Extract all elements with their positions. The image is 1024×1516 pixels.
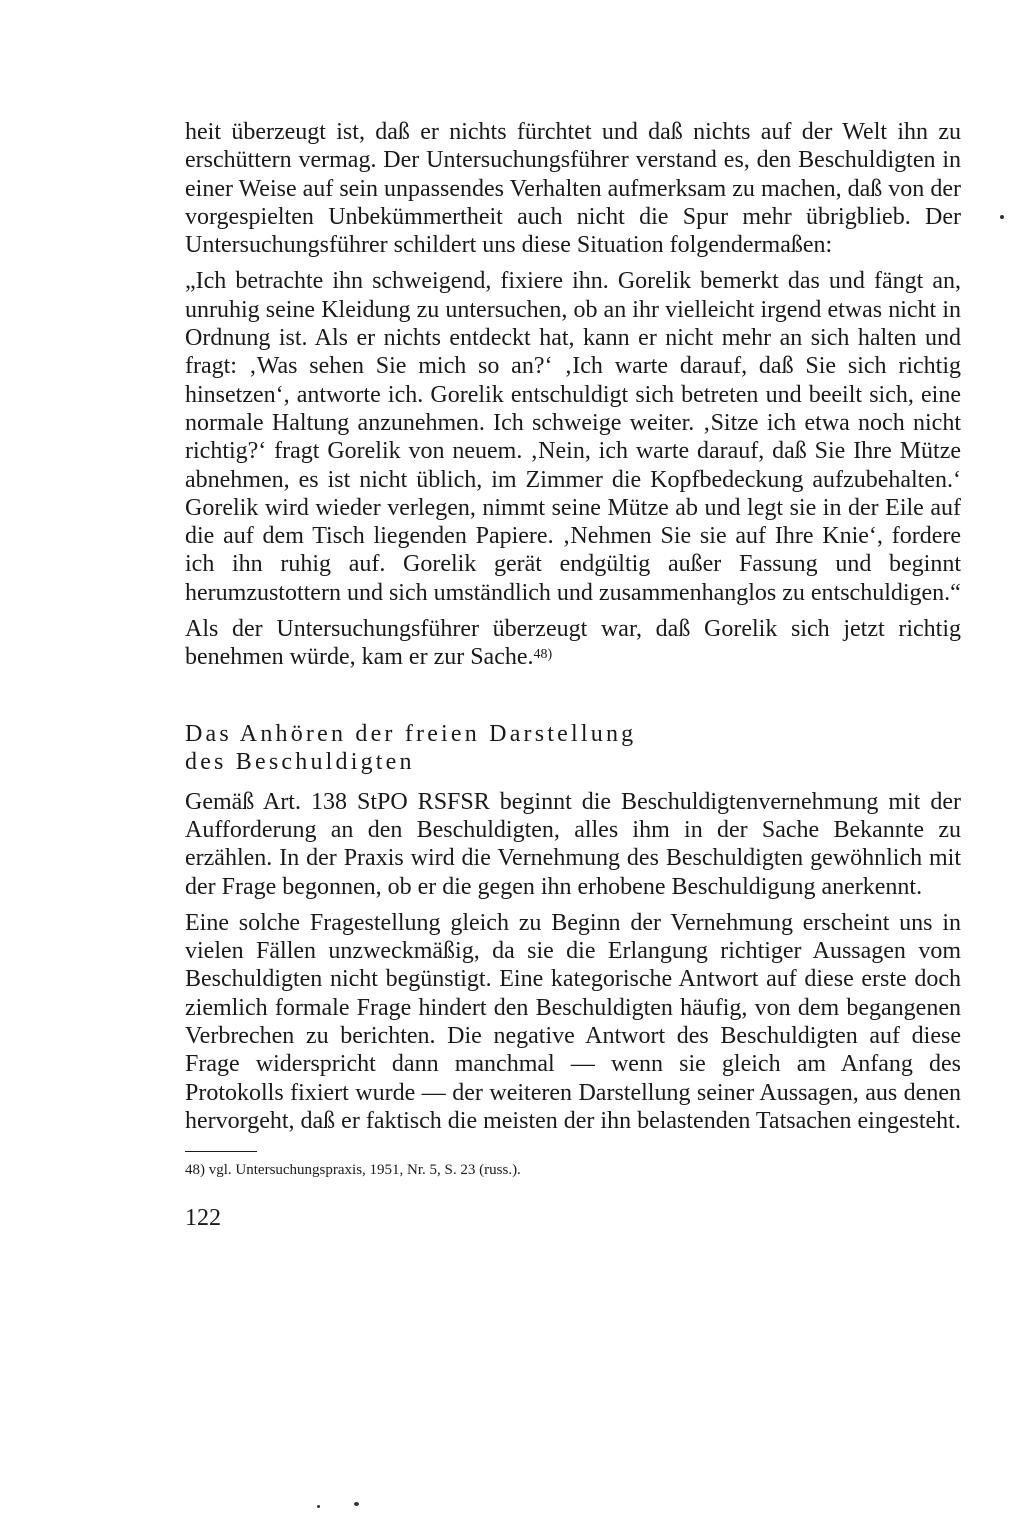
- paragraph-4: Gemäß Art. 138 StPO RSFSR beginnt die Beschuldigtenvernehmung mit der Aufforderung an den Beschuldigten, alles ihm in der Sache Bekannte zu erzählen. In der Praxis wird die Vernehmung des Beschuldigten gewöhnlich mit der Frage begonnen, ob er die gegen ihn erhobene Beschuldigung anerkennt.: [185, 788, 961, 900]
- section-heading-line-1: Das Anhören der freien Darstellung: [185, 720, 637, 747]
- section-heading-line-2: des Beschuldigten: [185, 748, 415, 775]
- bottom-speck-2: [354, 1502, 359, 1506]
- book-page: [185, 118, 961, 1232]
- bottom-speck: [317, 1505, 320, 1508]
- paragraph-1: heit überzeugt ist, daß er nichts fürchtet und daß nichts auf der Welt ihn zu erschüttern vermag. Der Untersuchungsführer verstand es, den Beschuldigten in einer Weise auf sein unpassendes Verhalten aufmerksam zu machen, daß von der vorgespielten Unbekümmertheit auch nicht die Spur mehr übrigblieb. Der Untersuchungsführer schildert uns diese Situation folgendermaßen:: [185, 119, 961, 259]
- paragraph-5: Eine solche Fragestellung gleich zu Beginn der Vernehmung erscheint uns in vielen Fällen unzweckmäßig, da sie die Erlangung richtiger Aussagen vom Beschuldigten nicht begünstigt. Eine kategorische Antwort auf diese erste doch ziemlich formale Frage hindert den Beschuldigten häufig, von dem begangenen Verbrechen zu berichten. Die negative Antwort des Beschuldigten auf diese Frage widerspricht dann manchmal — wenn sie gleich am Anfang des Protokolls fixiert wurde — der weiteren Darstellung seiner Aussagen, aus denen hervorgeht, daß er faktisch die meisten der ihn belastenden Tatsachen eingesteht.: [185, 909, 961, 1134]
- section-heading: [185, 720, 961, 776]
- paragraph-quote: „Ich betrachte ihn schweigend, fixiere ihn. Gorelik bemerkt das und fängt an, unruhig seine Kleidung zu untersuchen, ob an ihr vielleicht irgend etwas nicht in Ordnung ist. Als er nichts entdeckt hat, kann er nicht mehr an sich halten und fragt: ‚Was sehen Sie mich so an?‘ ‚Ich warte darauf, daß Sie sich richtig hinsetzen‘, antworte ich. Gorelik entschuldigt sich betreten und beeilt sich, eine normale Haltung anzunehmen. Ich schweige weiter. ‚Sitze ich etwa noch nicht richtig?‘ fragt Gorelik von neuem. ‚Nein, ich warte darauf, daß Sie Ihre Mütze abnehmen, es ist nicht üblich, im Zimmer die Kopfbedeckung aufzubehalten.‘ Gorelik wird wieder verlegen, nimmt seine Mütze ab und legt sie in der Eile auf die auf dem Tisch liegenden Papiere. ‚Nehmen Sie sie auf Ihre Knie‘, fordere ich ihn ruhig auf. Gorelik gerät endgültig außer Fassung und beginnt herumzustottern und sich umständlich und zusammenhanglos zu entschuldigen.“: [185, 268, 961, 606]
- paragraph-3-text: Als der Untersuchungsführer überzeugt war, daß Gorelik sich jetzt richtig benehmen würde, kam er zur Sache.: [185, 616, 961, 671]
- margin-speck: [1000, 215, 1004, 219]
- footnote-divider: [185, 1151, 257, 1152]
- footnote-reference: 48): [533, 647, 553, 663]
- footnote: 48) vgl. Untersuchungspraxis, 1951, Nr. 5, S. 23 (russ.).: [185, 1162, 521, 1179]
- paragraph-3: [185, 615, 961, 672]
- page-number: 122: [185, 1205, 221, 1232]
